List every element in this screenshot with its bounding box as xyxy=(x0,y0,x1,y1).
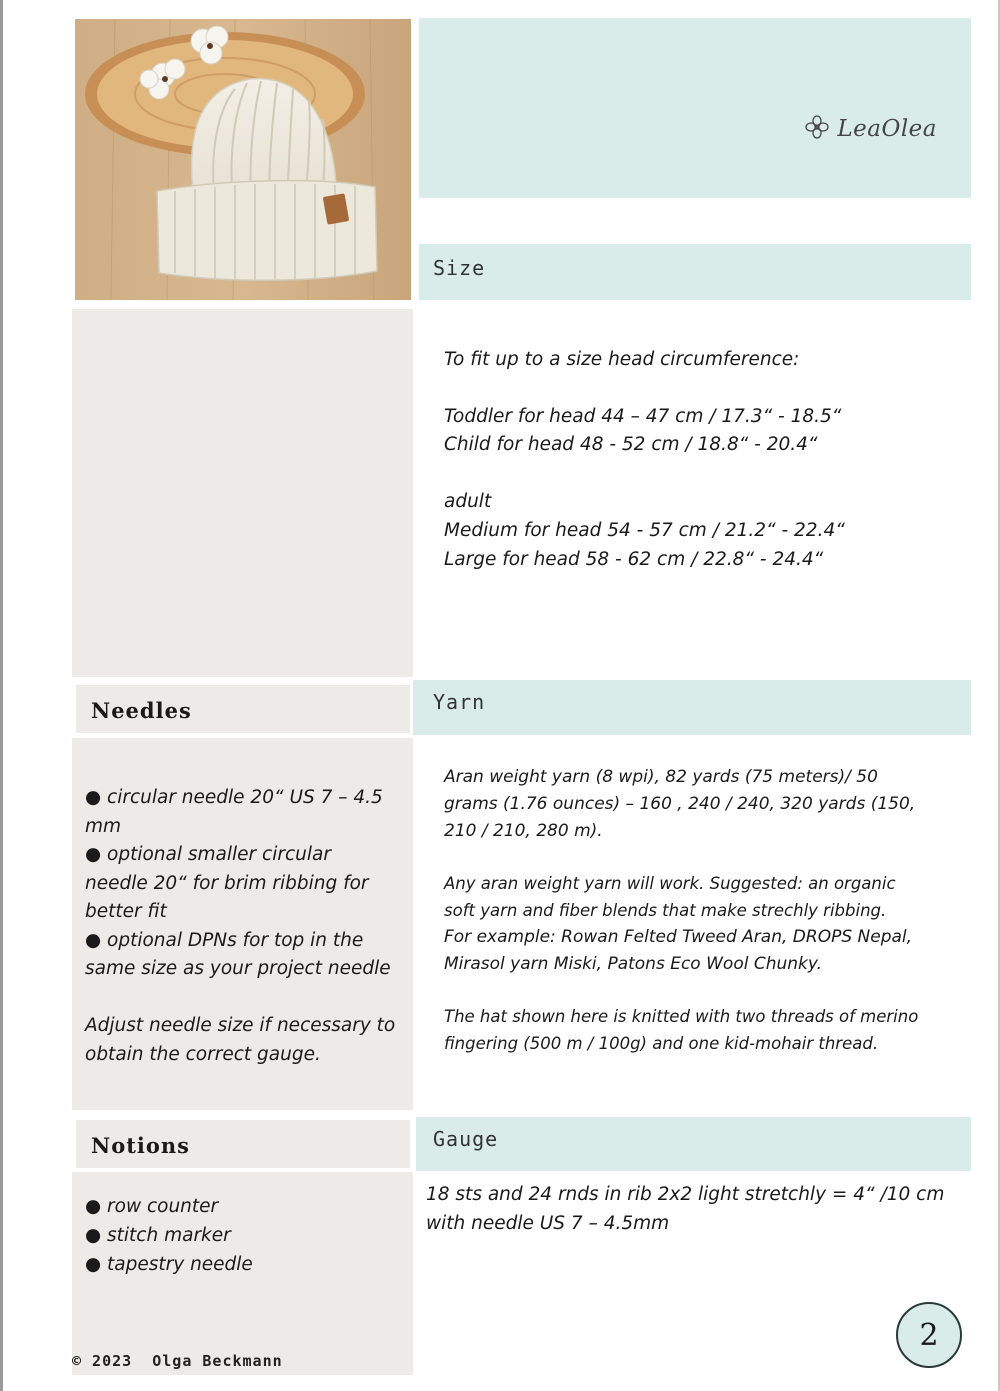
needles-list xyxy=(85,784,403,1069)
yarn-line: The hat shown here is knitted with two threads of merino xyxy=(444,1007,919,1026)
yarn-line: For example: Rowan Felted Tweed Aran, DROPS Nepal, xyxy=(444,927,913,947)
yarn-line: Any aran weight yarn will work. Suggested: an organic xyxy=(444,874,896,893)
gauge-line: 18 sts and 24 rnds in rib 2x2 light stretchly = 4“ /10 cm xyxy=(426,1184,945,1205)
gauge-header-bar xyxy=(416,1117,971,1171)
yarn-line: Mirasol yarn Miski, Patons Eco Wool Chunky. xyxy=(444,954,823,974)
needles-line: ● optional smaller circular xyxy=(85,844,331,865)
needles-line: Adjust needle size if necessary to xyxy=(85,1015,396,1036)
needles-line: needle 20“ for brim ribbing for xyxy=(85,872,369,894)
size-intro: To fit up to a size head circumference: xyxy=(444,349,800,370)
notions-heading: Notions xyxy=(91,1133,190,1158)
needles-line: mm xyxy=(85,815,122,837)
notions-header-bar xyxy=(76,1120,410,1168)
yarn-line: grams (1.76 ounces) – 160 , 240 / 240, 320 yards (150, xyxy=(444,794,916,814)
notions-item: ● row counter xyxy=(85,1196,219,1217)
size-line: Large for head 58 - 62 cm / 22.8“ - 24.4“ xyxy=(444,549,824,570)
yarn-line: fingering (500 m / 100g) and one kid-mohair thread. xyxy=(444,1034,879,1053)
left-blank-panel xyxy=(72,309,413,677)
needles-line: ● circular needle 20“ US 7 – 4.5 xyxy=(85,787,383,808)
size-line: Child for head 48 - 52 cm / 18.8“ - 20.4“ xyxy=(444,434,818,455)
brand-panel xyxy=(419,18,971,198)
size-adult-label: adult xyxy=(444,491,492,512)
notions-item: ● stitch marker xyxy=(85,1225,231,1246)
yarn-line: Aran weight yarn (8 wpi), 82 yards (75 meters)/ 50 xyxy=(444,767,878,787)
brand-logo xyxy=(805,115,937,143)
yarn-line: 210 / 210, 280 m). xyxy=(444,821,603,841)
size-text xyxy=(444,349,845,578)
page-number: 2 xyxy=(896,1302,962,1368)
notions-item: ● tapestry needle xyxy=(85,1254,253,1275)
needles-line: same size as your project needle xyxy=(85,958,391,979)
size-line: Medium for head 54 - 57 cm / 21.2“ - 22.4“ xyxy=(444,520,845,541)
brand-name: LeaOlea xyxy=(837,116,937,142)
flower-icon xyxy=(805,115,829,143)
needles-line: better fit xyxy=(85,901,167,922)
size-line: Toddler for head 44 – 47 cm / 17.3“ - 18.5“ xyxy=(444,406,842,427)
needles-spacer xyxy=(85,984,403,1013)
yarn-line: soft yarn and fiber blends that make strechly ribbing. xyxy=(444,901,887,920)
yarn-text xyxy=(444,764,964,1057)
page-edge-left xyxy=(0,0,3,1391)
gauge-text xyxy=(426,1180,944,1238)
needles-line: ● optional DPNs for top in the xyxy=(85,929,364,951)
needles-heading: Needles xyxy=(91,698,192,723)
gauge-heading: Gauge xyxy=(433,1127,499,1151)
needles-header-bar xyxy=(76,685,410,733)
size-heading: Size xyxy=(433,256,486,280)
gauge-line: with needle US 7 – 4.5mm xyxy=(426,1213,670,1234)
yarn-heading: Yarn xyxy=(433,690,486,714)
notions-list xyxy=(85,1192,253,1279)
copyright-footer: © 2023 Olga Beckmann xyxy=(72,1352,283,1370)
hat-photo xyxy=(75,19,411,300)
size-header-bar xyxy=(419,244,971,300)
needles-line: obtain the correct gauge. xyxy=(85,1043,321,1065)
yarn-header-bar xyxy=(413,680,971,735)
